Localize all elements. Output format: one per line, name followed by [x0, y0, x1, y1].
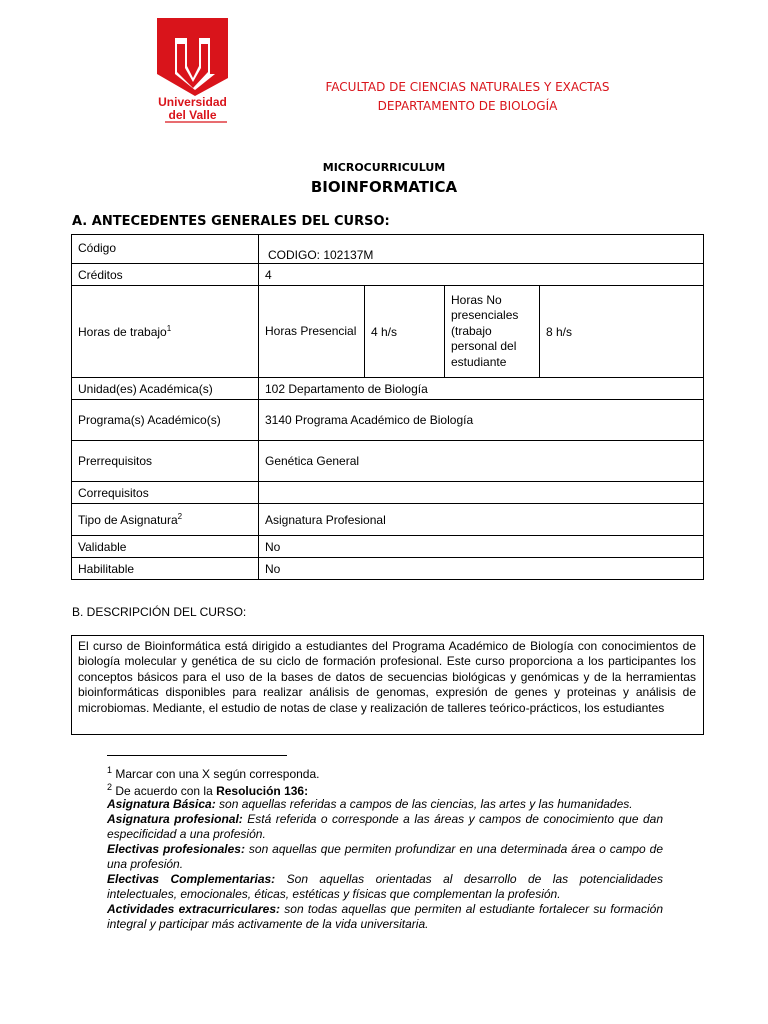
- section-a-heading: A. ANTECEDENTES GENERALES DEL CURSO:: [72, 214, 390, 229]
- validable-value: No: [259, 536, 704, 558]
- table-row: [72, 441, 704, 482]
- row-label: Prerrequisitos: [72, 441, 259, 482]
- prerrequisitos-value: Genética General: [259, 441, 704, 482]
- row-label: Tipo de Asignatura$^2$: [72, 504, 259, 536]
- section-b-heading: B. DESCRIPCIÓN DEL CURSO:: [72, 605, 247, 619]
- department-name: DEPARTAMENTO DE BIOLOGÍA: [377, 99, 558, 113]
- row-label: Código: [72, 235, 259, 264]
- creditos-value: 4: [259, 264, 704, 286]
- table-row: [72, 504, 704, 536]
- row-label: Créditos: [72, 264, 259, 286]
- definition-item: Electivas Complementarias: Son aquellas orientadas al desarrollo de las potencialidades intelectuales, emocionales, éticas, estéticas y físicas que complementan la profesión.: [107, 872, 663, 901]
- definition-item: Asignatura profesional: Está referida o corresponde a las áreas y campos de conocimiento que dan especificidad a una profesión.: [107, 812, 663, 841]
- definition-item: Asignatura Básica: son aquellas referidas a campos de las ciencias, las artes y las humanidades.: [107, 797, 633, 811]
- row-label: Correquisitos: [72, 482, 259, 504]
- table-row: [72, 482, 704, 504]
- logo-wordmark-2: del Valle: [168, 108, 217, 122]
- footnote-separator: [107, 755, 287, 756]
- table-row: [72, 400, 704, 441]
- row-label: Validable: [72, 536, 259, 558]
- definition-item: Electivas profesionales: son aquellas que permiten profundizar en una determinada área o campo de una profesión.: [107, 842, 664, 871]
- codigo-value: CODIGO: 102137M: [259, 235, 704, 264]
- footnote-1: $^1$ Marcar con una X según corresponda.: [107, 765, 320, 781]
- habilitable-value: No: [259, 558, 704, 580]
- course-description-box: [71, 635, 704, 735]
- logo-wordmark: Universidad: [158, 95, 227, 109]
- horas-no-presencial-label: Horas No presenciales (trabajo personal del estudiante: [445, 286, 540, 378]
- tipo-value: Asignatura Profesional: [259, 504, 704, 536]
- table-row: [72, 286, 704, 378]
- document-type: MICROCURRICULUM: [322, 161, 446, 174]
- table-row: [72, 235, 704, 264]
- horas-presencial-value: 4 h/s: [365, 286, 445, 378]
- footnote-2: $^2$ De acuerdo con la Resolución 136:: [107, 782, 309, 798]
- university-logo: [155, 16, 230, 124]
- course-description: El curso de Bioinformática está dirigido a estudiantes del Programa Académico de Biología con conocimientos de biología molecular y genética de su ciclo de formación profesional. Este curso proporciona a los participantes los conceptos básicos para el uso de la bases de datos de secuencias biológicas y genómicas y de la herramientas bioinformáticas disponibles para realizar análisis de genomas, expresión de genes y proteinas y análisis de microbiomas. Mediante, el estudio de notas de clase y realización de talleres teórico-prácticos, los estudiantes: [78, 639, 696, 715]
- table-row: [72, 536, 704, 558]
- horas-no-presencial-value: 8 h/s: [540, 286, 704, 378]
- row-label: Unidad(es) Académica(s): [72, 378, 259, 400]
- row-label: Horas de trabajo$^1$: [72, 286, 259, 378]
- course-info-table: [71, 234, 704, 580]
- footnote-definitions: [107, 797, 663, 932]
- course-title: BIOINFORMATICA: [310, 178, 458, 196]
- unidad-value: 102 Departamento de Biología: [259, 378, 704, 400]
- table-row: [72, 264, 704, 286]
- logo-mark-icon: [157, 18, 228, 96]
- definition-item: Actividades extracurriculares: son todas aquellas que permiten al estudiante fortalecer su formación integral y participar más activamente de la vida universitaria.: [107, 902, 663, 931]
- correquisitos-value: [259, 482, 704, 504]
- horas-presencial-label: Horas Presencial: [259, 286, 365, 378]
- row-label: Programa(s) Académico(s): [72, 400, 259, 441]
- table-row: [72, 558, 704, 580]
- row-label: Habilitable: [72, 558, 259, 580]
- faculty-name: FACULTAD DE CIENCIAS NATURALES Y EXACTAS: [325, 80, 610, 94]
- programa-value: 3140 Programa Académico de Biología: [259, 400, 704, 441]
- table-row: [72, 378, 704, 400]
